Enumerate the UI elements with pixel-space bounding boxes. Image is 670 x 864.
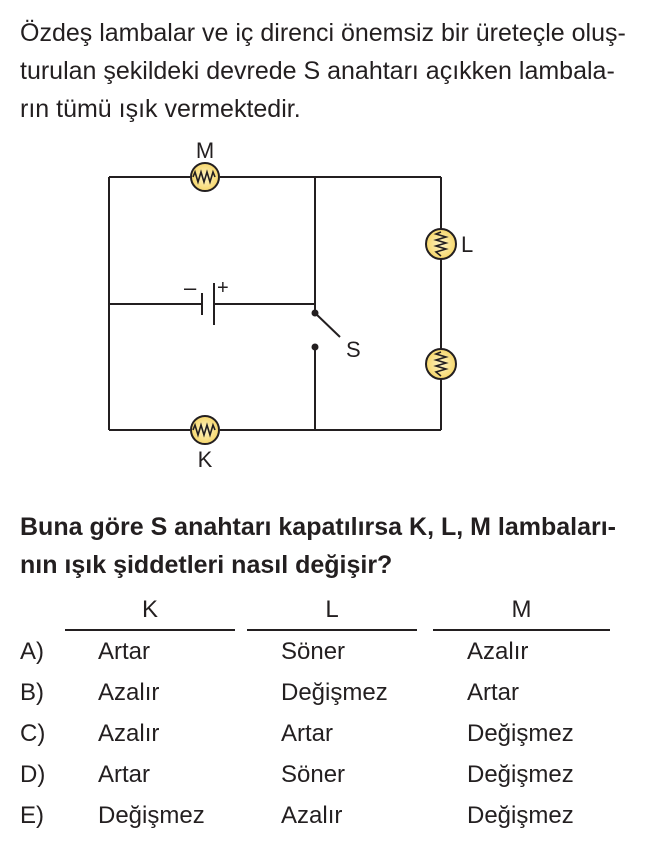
circuit-wires [109,177,441,430]
option-m-value: Artar [467,679,520,706]
lamp-unlabeled-icon [426,349,456,379]
option-l-value: Söner [281,761,346,788]
option-l-value: Söner [281,638,346,665]
lamp-k-label: K [197,447,213,472]
intro-line: Özdeş lambalar ve iç direnci önemsiz bir üreteçle oluş- [20,19,626,47]
option-k-value: Artar [98,638,151,665]
header-rule-l [247,629,417,631]
switch-s-icon [312,310,341,351]
lamp-m-label: M [195,138,215,163]
option-k-value: Azalır [98,720,160,747]
answer-option-c[interactable] [0,720,670,760]
option-l-value: Artar [281,720,334,747]
lamp-l-label: L [461,232,474,257]
battery-icon [202,283,214,325]
option-m-value: Değişmez [467,761,574,788]
option-letter: E) [20,802,44,829]
intro-line: rın tümü ışık vermektedir. [20,95,301,123]
battery-minus-label: – [184,275,197,300]
option-letter: A) [20,638,44,665]
option-letter: C) [20,720,46,747]
question-line: nın ışık şiddetleri nasıl değişir? [20,551,393,579]
header-rule-m [433,629,610,631]
lamp-m-icon [191,163,219,191]
answer-option-a[interactable] [0,638,670,678]
column-header-l: L [325,596,339,623]
column-header-k: K [141,596,158,623]
switch-s-label: S [346,337,361,362]
answer-option-e[interactable] [0,802,670,842]
answer-option-b[interactable] [0,679,670,719]
option-l-value: Azalır [281,802,343,829]
option-k-value: Değişmez [98,802,205,829]
question-intro [20,14,650,128]
option-k-value: Artar [98,761,151,788]
option-letter: B) [20,679,44,706]
option-letter: D) [20,761,46,788]
circuit-diagram [0,130,670,480]
option-m-value: Değişmez [467,720,574,747]
option-l-value: Değişmez [281,679,388,706]
intro-line: turulan şekildeki devrede S anahtarı açıkken lambala- [20,57,615,85]
option-k-value: Azalır [98,679,160,706]
option-m-value: Değişmez [467,802,574,829]
question-stem [20,508,650,584]
option-m-value: Azalır [467,638,529,665]
lamp-k-icon [191,416,219,444]
lamp-l-icon [426,229,456,259]
column-header-m: M [511,596,532,623]
question-line: Buna göre S anahtarı kapatılırsa K, L, M lambaları- [20,513,616,541]
answer-option-d[interactable] [0,761,670,801]
header-rule-k [65,629,235,631]
battery-plus-label: + [217,277,229,299]
